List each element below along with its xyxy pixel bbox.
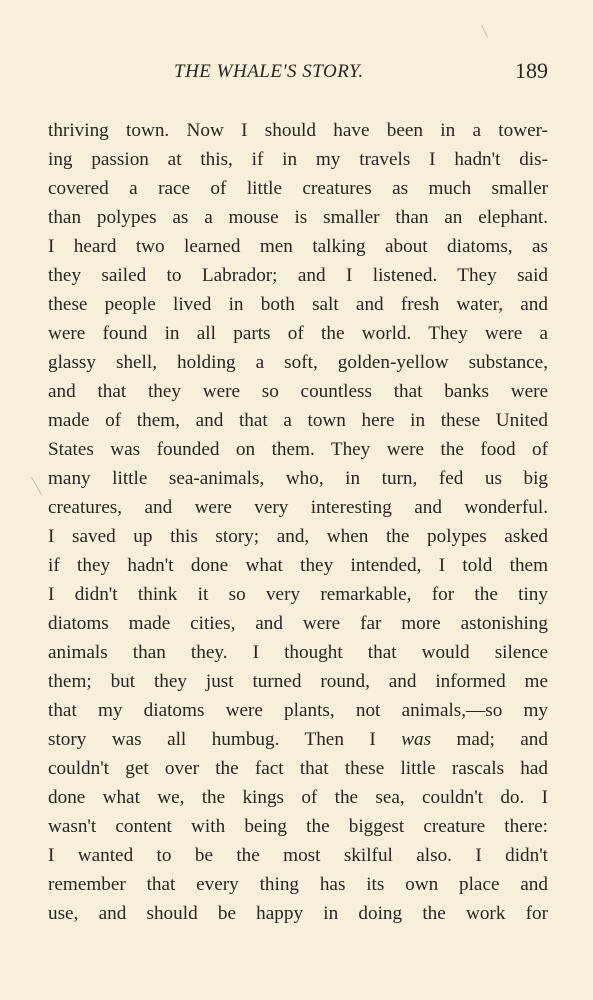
text-line: if they hadn't done what they intended, I told them	[48, 555, 548, 576]
text-line: done what we, the kings of the sea, couldn't do. I	[48, 787, 548, 808]
text-line: I wanted to be the most skilful also. I didn't	[48, 845, 548, 866]
running-title: THE WHALE'S STORY.	[174, 61, 364, 82]
text-line: creatures, and were very interesting and wonderful.	[48, 497, 548, 518]
text-line: I heard two learned men talking about diatoms, as	[48, 236, 548, 257]
line-text-after: mad; and	[431, 729, 548, 750]
text-line: they sailed to Labrador; and I listened. They said	[48, 265, 548, 286]
text-line: I saved up this story; and, when the polypes asked	[48, 526, 548, 547]
text-line: glassy shell, holding a soft, golden-yellow substance,	[48, 352, 548, 373]
text-line: ing passion at this, if in my travels I hadn't dis-	[48, 149, 548, 170]
text-line: made of them, and that a town here in these United	[48, 410, 548, 431]
text-line: these people lived in both salt and fresh water, and	[48, 294, 548, 315]
text-line: covered a race of little creatures as much smaller	[48, 178, 548, 199]
text-line: diatoms made cities, and were far more astonishing	[48, 613, 548, 634]
emphasized-word: was	[401, 729, 432, 750]
text-line: wasn't content with being the biggest creature there:	[48, 816, 548, 837]
text-line: them; but they just turned round, and informed me	[48, 671, 548, 692]
text-line-with-emphasis	[48, 725, 548, 754]
text-line: couldn't get over the fact that these little rascals had	[48, 758, 548, 779]
text-line: I didn't think it so very remarkable, for the tiny	[48, 584, 548, 605]
text-line: many little sea-animals, who, in turn, fed us big	[48, 468, 548, 489]
text-line: States was founded on them. They were the food of	[48, 439, 548, 460]
line-text-before: story was all humbug. Then I	[48, 729, 402, 750]
page-header	[48, 58, 548, 91]
body-text	[48, 116, 548, 928]
text-line: were found in all parts of the world. They were a	[48, 323, 548, 344]
text-line: use, and should be happy in doing the work for	[48, 903, 548, 924]
page-number: 189	[515, 58, 548, 83]
text-line: and that they were so countless that banks were	[48, 381, 548, 402]
text-line: remember that every thing has its own place and	[48, 874, 548, 895]
paper-speck	[481, 24, 488, 37]
text-line: thriving town. Now I should have been in a tower-	[48, 120, 548, 141]
paper-speck	[31, 477, 42, 495]
text-line: animals than they. I thought that would silence	[48, 642, 548, 663]
text-line: than polypes as a mouse is smaller than an elephant.	[48, 207, 548, 228]
text-line: that my diatoms were plants, not animals,—so my	[48, 700, 548, 721]
